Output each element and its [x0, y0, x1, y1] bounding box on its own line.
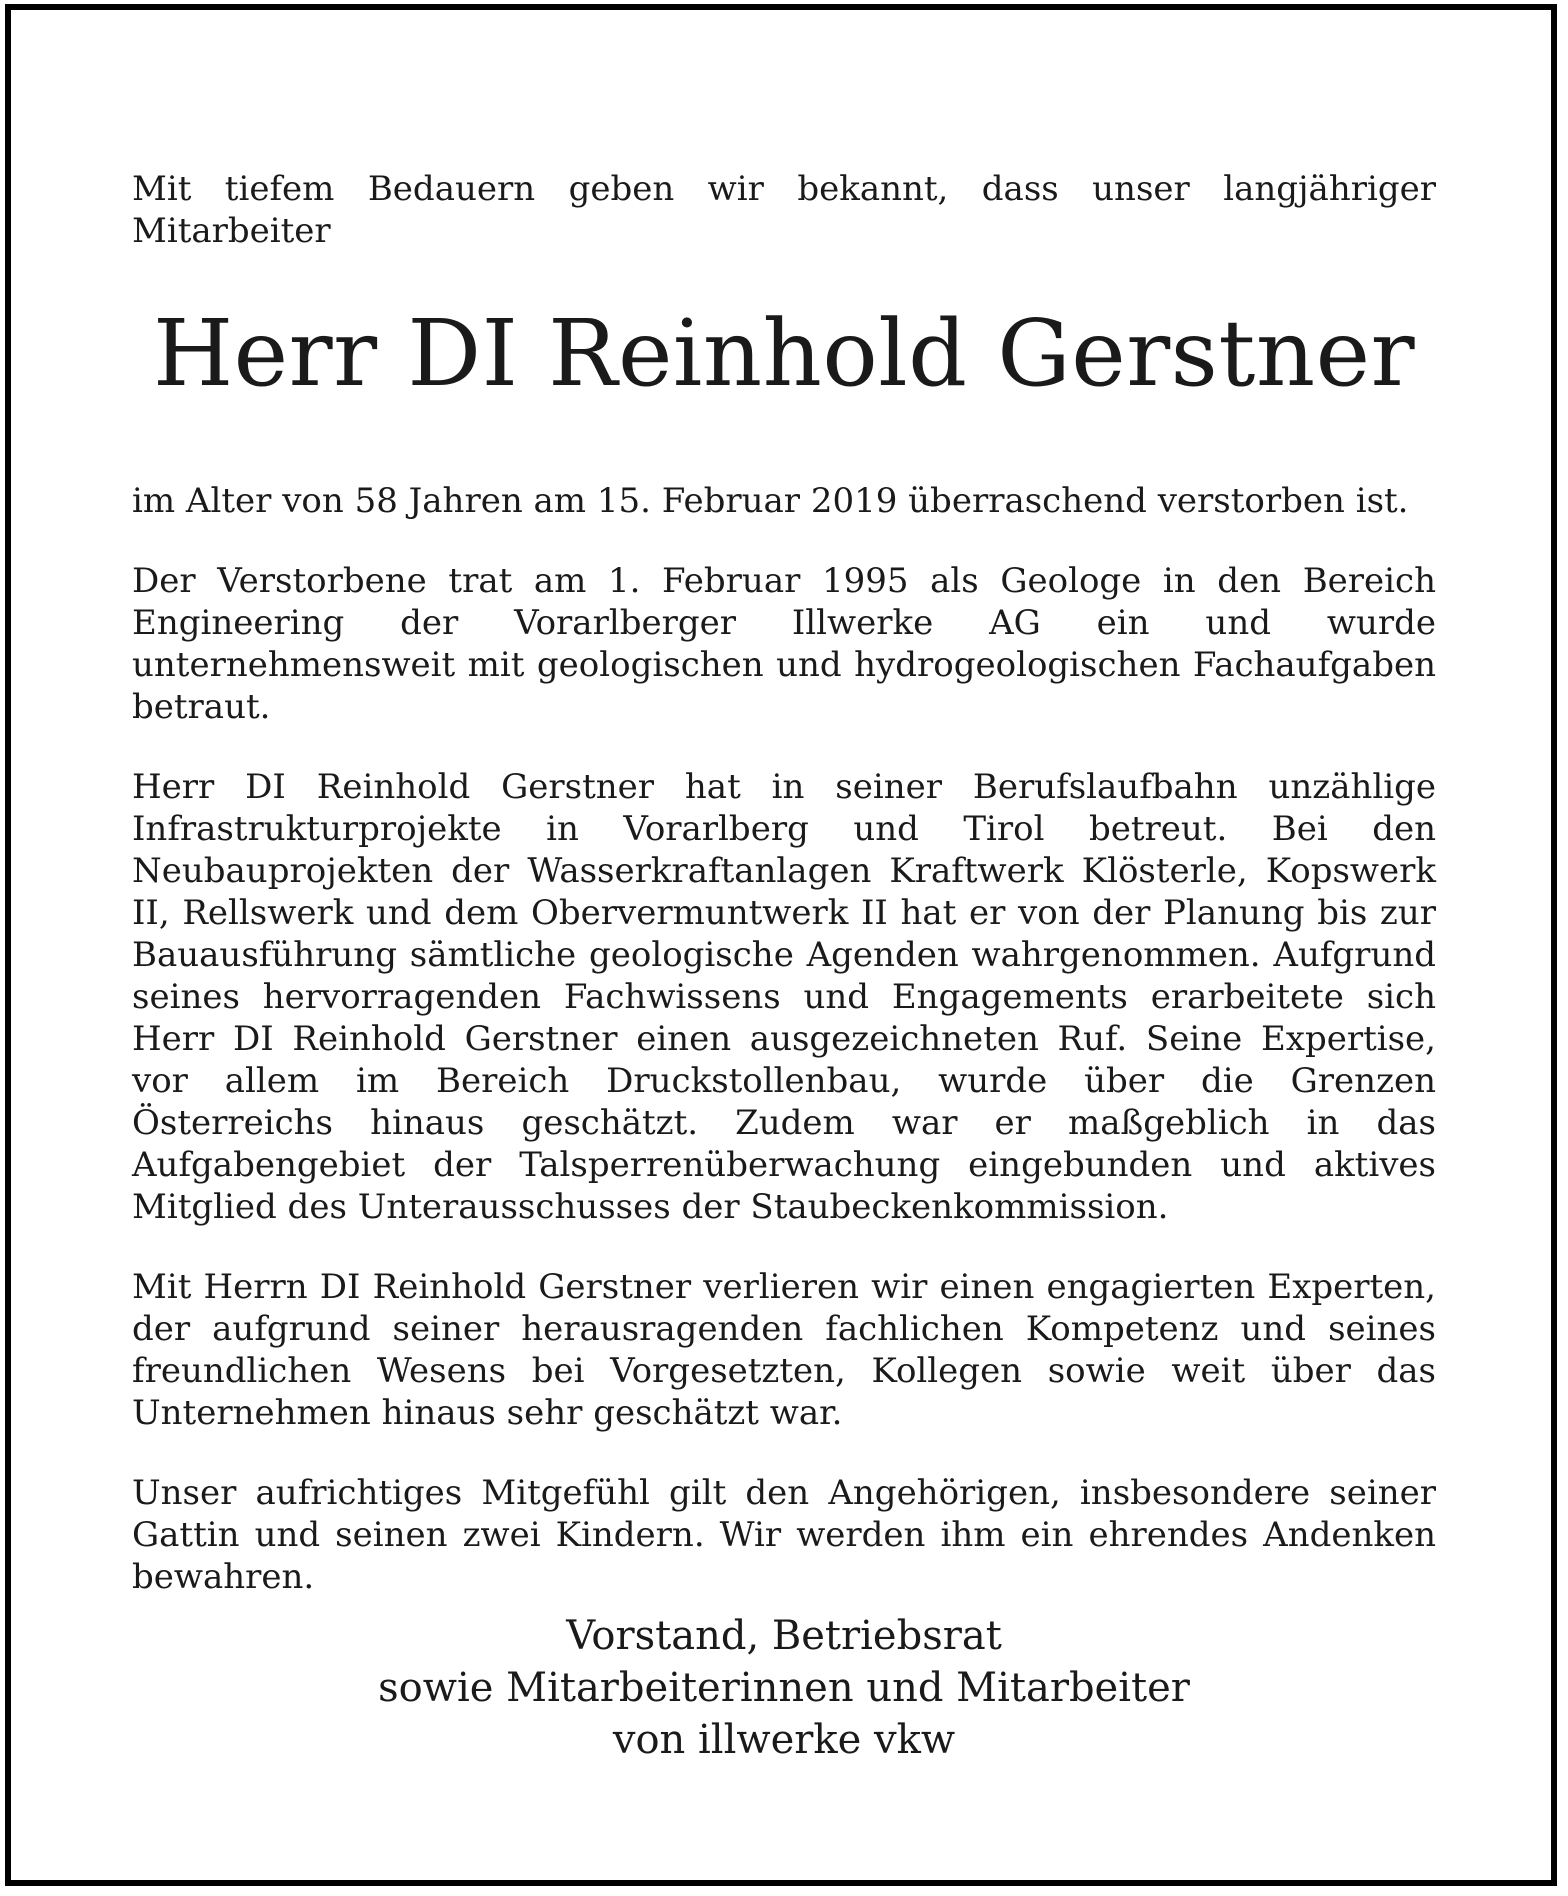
paragraph-projects: Herr DI Reinhold Gerstner hat in seiner Berufslaufbahn unzählige Infrastrukturprojekte in Vorarlberg und Tirol betreut. Bei den Neubauprojekten der Wasserkraftanlagen Kraftwerk Klösterle, Kopswerk II, Rellswerk und dem Obervermuntwerk II hat er von der Planung bis zur Bauausführung sämtliche geologische Agenden wahrgenommen. Aufgrund seines hervorragenden Fachwissens und Engagements erarbeitete sich Herr DI Reinhold Gerstner einen ausgezeichneten Ruf. Seine Expertise, vor allem im Bereich Druckstollenbau, wurde über die Grenzen Österreichs hinaus geschätzt. Zudem war er maßgeblich in das Aufgabengebiet der Talsperrenüberwachung eingebunden und aktives Mitglied des Unterausschusses der Staubeckenkommission. [132, 767, 1436, 1227]
notice-body [132, 168, 1436, 1598]
signature-block [132, 1610, 1436, 1766]
paragraph-condolences: Unser aufrichtiges Mitgefühl gilt den Angehörigen, insbesondere seiner Gattin und seinen zwei Kindern. Wir werden ihm ein ehrendes Andenken bewahren. [132, 1473, 1436, 1597]
signature-line-3: von illwerke vkw [612, 1717, 956, 1763]
signature-line-2: sowie Mitarbeiterinnen und Mitarbeiter [378, 1665, 1190, 1711]
deceased-name: Herr DI Reinhold Gerstner [152, 300, 1416, 407]
death-announcement: im Alter von 58 Jahren am 15. Februar 2019 überraschend verstorben ist. [132, 481, 1409, 521]
paragraph-career-start: Der Verstorbene trat am 1. Februar 1995 als Geologe in den Bereich Engineering der Vorarlberger Illwerke AG ein und wurde unternehmensweit mit geologischen und hydrogeologischen Fachaufgaben betraut. [132, 561, 1436, 727]
signature-line-1: Vorstand, Betriebsrat [566, 1613, 1002, 1659]
paragraph-tribute: Mit Herrn DI Reinhold Gerstner verlieren wir einen engagierten Experten, der aufgrund seiner herausragenden fachlichen Kompetenz und seines freundlichen Wesens bei Vorgesetzten, Kollegen sowie weit über das Unternehmen hinaus sehr geschätzt war. [132, 1267, 1436, 1433]
intro-text: Mit tiefem Bedauern geben wir bekannt, dass unser langjähriger Mitarbeiter [132, 169, 1436, 251]
